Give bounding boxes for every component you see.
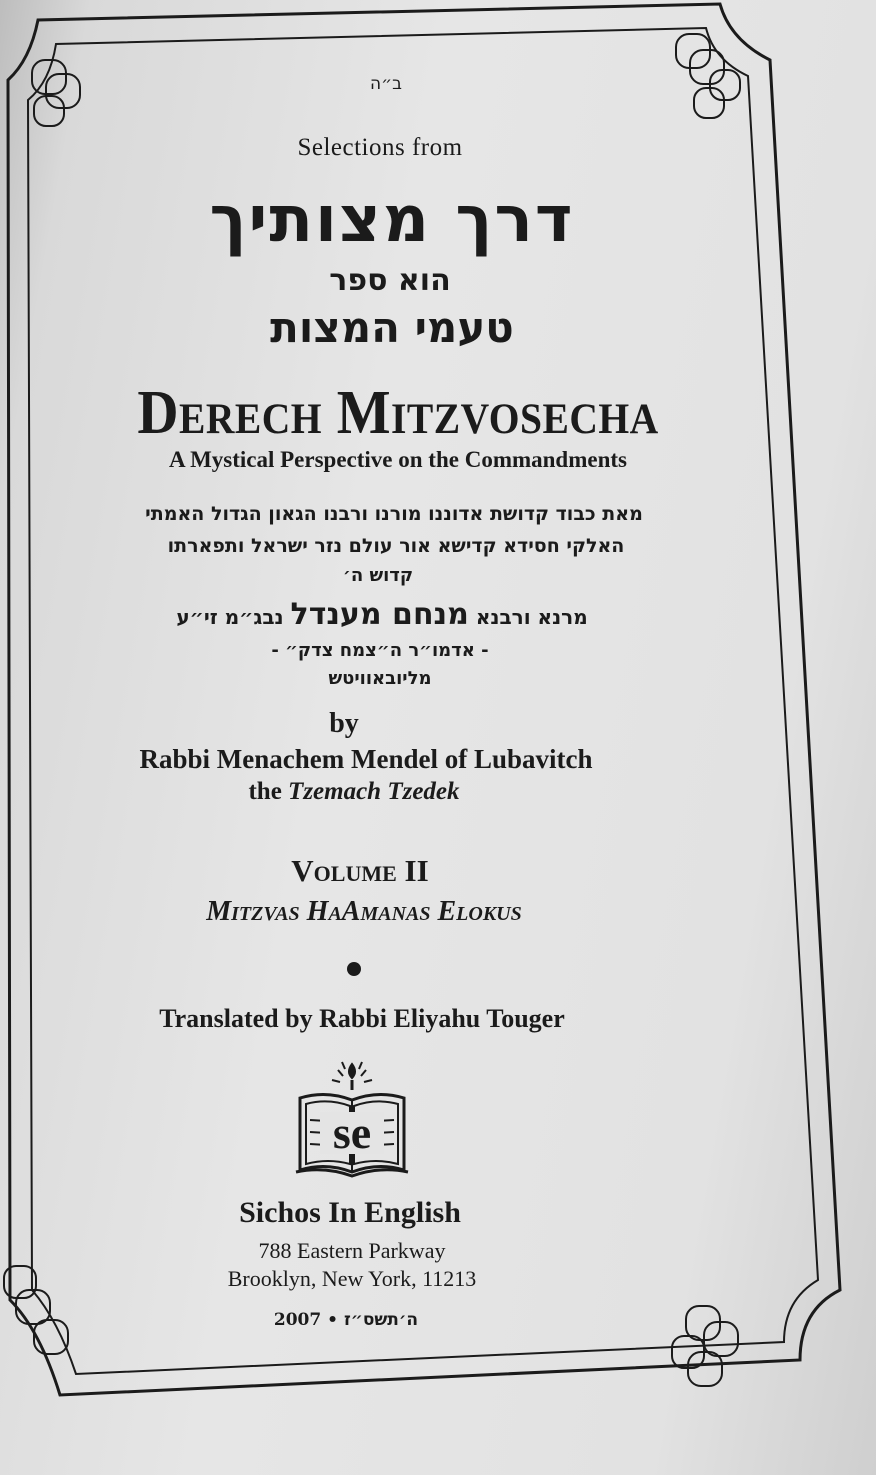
hebrew-honorific-line-3: קדוש ה׳ bbox=[342, 565, 414, 586]
hebrew-tzemach-tzedek: - אדמו״ר ה״צמח צדק״ - bbox=[271, 640, 489, 661]
publisher-logo-icon bbox=[290, 1060, 415, 1185]
author-title bbox=[0, 778, 734, 806]
volume-subtitle: Mitzvas HaAmanas Elokus bbox=[206, 896, 522, 927]
hebrew-honorific-line-2: האלקי חסידא קדישא אור עולם נזר ישראל ותפארתו bbox=[167, 535, 625, 557]
author-title-name: Tzemach Tzedek bbox=[288, 778, 460, 805]
hebrew-name: מנחם מענדל bbox=[290, 597, 469, 632]
author-title-prefix: the bbox=[248, 778, 282, 805]
publisher-logo-text: se bbox=[332, 1107, 372, 1158]
english-subtitle: A Mystical Perspective on the Commandments bbox=[168, 447, 627, 472]
gregorian-year: 2007 bbox=[273, 1310, 322, 1330]
bh-abbreviation: ב״ה bbox=[370, 74, 402, 94]
hebrew-title: דרך מצותיך bbox=[209, 183, 575, 257]
english-title: Derech Mitzvosecha bbox=[137, 379, 659, 447]
by-label: by bbox=[329, 708, 359, 739]
hebrew-honorific-line-1: מאת כבוד קדושת אדוננו מורנו ורבנו הגאון הגדול האמתי bbox=[145, 503, 643, 525]
selections-from: Selections from bbox=[297, 134, 463, 161]
author-name: Rabbi Menachem Mendel of Lubavitch bbox=[139, 744, 593, 774]
year-separator: • bbox=[327, 1310, 339, 1330]
bullet-separator bbox=[347, 962, 361, 976]
publication-year bbox=[0, 1310, 726, 1330]
hebrew-name-suffix: נבג״מ זי״ע bbox=[176, 605, 284, 629]
hebrew-year: ה׳תשס״ז bbox=[343, 1310, 419, 1330]
translator-credit: Translated by Rabbi Eliyahu Touger bbox=[159, 1004, 565, 1033]
hebrew-author-line bbox=[2, 597, 762, 632]
hebrew-subtitle-2: טעמי המצות bbox=[270, 303, 514, 352]
publisher-address-line-1: 788 Eastern Parkway bbox=[258, 1238, 446, 1263]
volume-label: Volume II bbox=[291, 853, 429, 888]
hebrew-lubavitch: מליובאוויטש bbox=[328, 668, 432, 689]
hebrew-name-prefix: מרנא ורבנא bbox=[475, 605, 588, 629]
publisher-address-line-2: Brooklyn, New York, 11213 bbox=[227, 1266, 477, 1291]
publisher-name: Sichos In English bbox=[239, 1196, 461, 1229]
hebrew-subtitle-1: הוא ספר bbox=[329, 263, 451, 298]
